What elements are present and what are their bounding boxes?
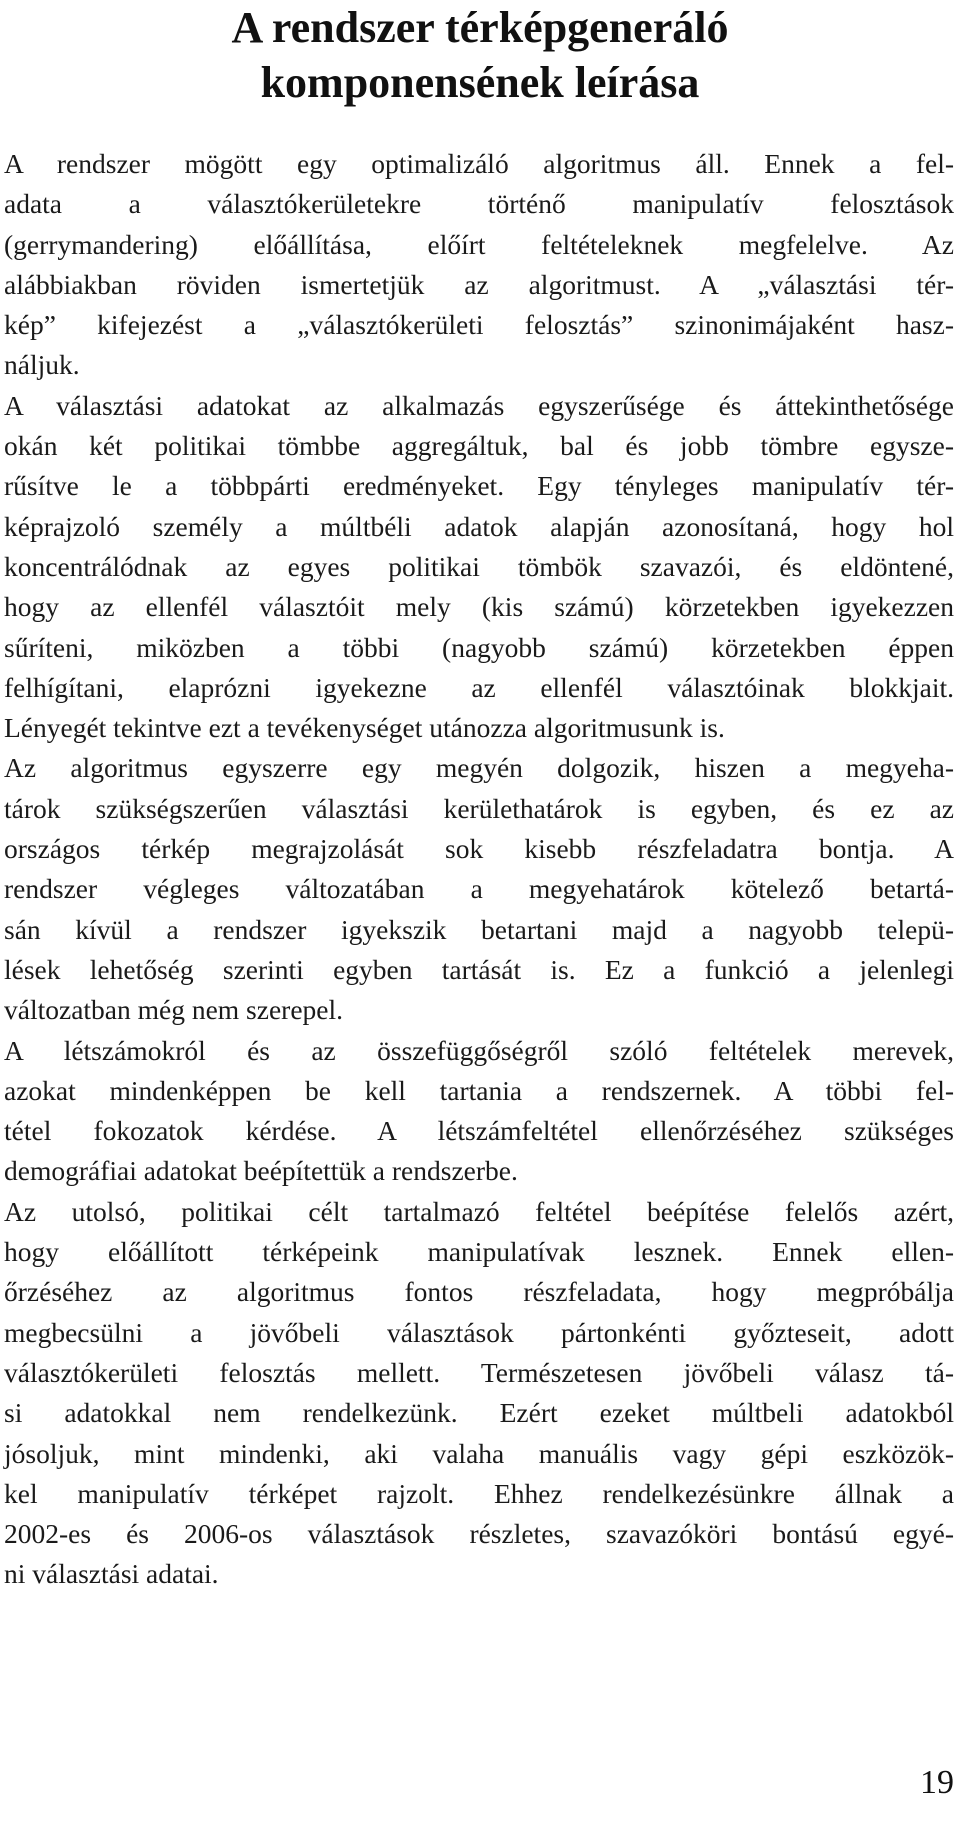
text-line: tárok szükségszerűen választási kerülethatárok is egyben, és ez az [4, 792, 954, 824]
text-line: hogy előállított térképeink manipulatívak lesznek. Ennek ellen- [4, 1236, 954, 1268]
text-line: lések lehetőség szerinti egyben tartását is. Ez a funkció a jelenlegi [4, 953, 954, 985]
text-line: országos térkép megrajzolását sok kisebb részfeladatra bontja. A [4, 833, 954, 865]
paragraph-5 [4, 1192, 954, 1595]
text-line: rűsítve le a többpárti eredményeket. Egy tényleges manipulatív tér- [4, 470, 954, 502]
text-line: kel manipulatív térképet rajzolt. Ehhez rendelkezésünkre állnak a [4, 1477, 954, 1509]
title-line: komponensének leírása [260, 58, 700, 107]
text-line: azokat mindenképpen be kell tartania a rendszernek. A többi fel- [4, 1074, 954, 1106]
text-line: sán kívül a rendszer igyekszik betartani majd a nagyobb telepü- [4, 913, 954, 945]
text-line: Az algoritmus egyszerre egy megyén dolgozik, hiszen a megyeha- [4, 752, 954, 784]
paragraph-1 [4, 144, 954, 386]
text-line: kép” kifejezést a „választókerületi felosztás” szinonimájaként hasz- [4, 309, 954, 341]
text-line: változatban még nem szerepel. [4, 994, 344, 1026]
text-line: koncentrálódnak az egyes politikai tömbök szavazói, és eldöntené, [4, 550, 954, 582]
text-line: (gerrymandering) előállítása, előírt feltételeknek megfelelve. Az [4, 228, 954, 260]
page-number: 19 [920, 1764, 954, 1801]
page-title [0, 0, 960, 110]
text-line: demográfiai adatokat beépítettük a rendszerbe. [4, 1155, 518, 1187]
text-line: Lényegét tekintve ezt a tevékenységet utánozza algoritmusunk is. [4, 712, 725, 744]
text-line: jósoljuk, mint mindenki, aki valaha manuális vagy gépi eszközök- [4, 1437, 954, 1469]
text-line: A létszámokról és az összefüggőségről szóló feltételek merevek, [4, 1034, 954, 1066]
text-line: őrzéséhez az algoritmus fontos részfeladata, hogy megpróbálja [4, 1276, 954, 1308]
text-line: A választási adatokat az alkalmazás egyszerűsége és áttekinthetősége [4, 389, 954, 421]
text-line: megbecsülni a jövőbeli választások pártonkénti győzteseit, adott [4, 1316, 954, 1348]
text-line: A rendszer mögött egy optimalizáló algoritmus áll. Ennek a fel- [4, 148, 954, 179]
text-line: ni választási adatai. [4, 1558, 219, 1590]
text-line: 2002-es és 2006-os választások részletes, szavazóköri bontású egyé- [4, 1518, 954, 1550]
paragraph-4 [4, 1031, 954, 1192]
text-line: választókerületi felosztás mellett. Természetesen jövőbeli válasz tá- [4, 1356, 954, 1388]
text-line: hogy az ellenfél választóit mely (kis számú) körzetekben igyekezzen [4, 591, 954, 623]
title-line: A rendszer térképgeneráló [231, 3, 729, 52]
text-line: sűríteni, miközben a többi (nagyobb számú) körzetekben éppen [4, 631, 954, 663]
body-text [4, 144, 954, 1595]
text-line: képrajzoló személy a múltbéli adatok alapján azonosítaná, hogy hol [4, 510, 954, 542]
text-line: felhígítani, elaprózni igyekezne az ellenfél választóinak blokkjait. [4, 671, 954, 703]
text-line: náljuk. [4, 349, 80, 381]
paragraph-3 [4, 748, 954, 1030]
paragraph-2 [4, 386, 954, 749]
text-line: okán két politikai tömbbe aggregáltuk, bal és jobb tömbre egysze- [4, 430, 954, 462]
text-line: rendszer végleges változatában a megyehatárok kötelező betartá- [4, 873, 954, 905]
text-line: adata a választókerületekre történő manipulatív felosztások [4, 188, 954, 220]
text-line: si adatokkal nem rendelkezünk. Ezért ezeket múltbeli adatokból [4, 1397, 954, 1429]
text-line: alábbiakban röviden ismertetjük az algoritmust. A „választási tér- [4, 268, 954, 300]
text-line: Az utolsó, politikai célt tartalmazó feltétel beépítése felelős azért, [4, 1195, 954, 1227]
text-line: tétel fokozatok kérdése. A létszámfeltétel ellenőrzéséhez szükséges [4, 1115, 954, 1147]
